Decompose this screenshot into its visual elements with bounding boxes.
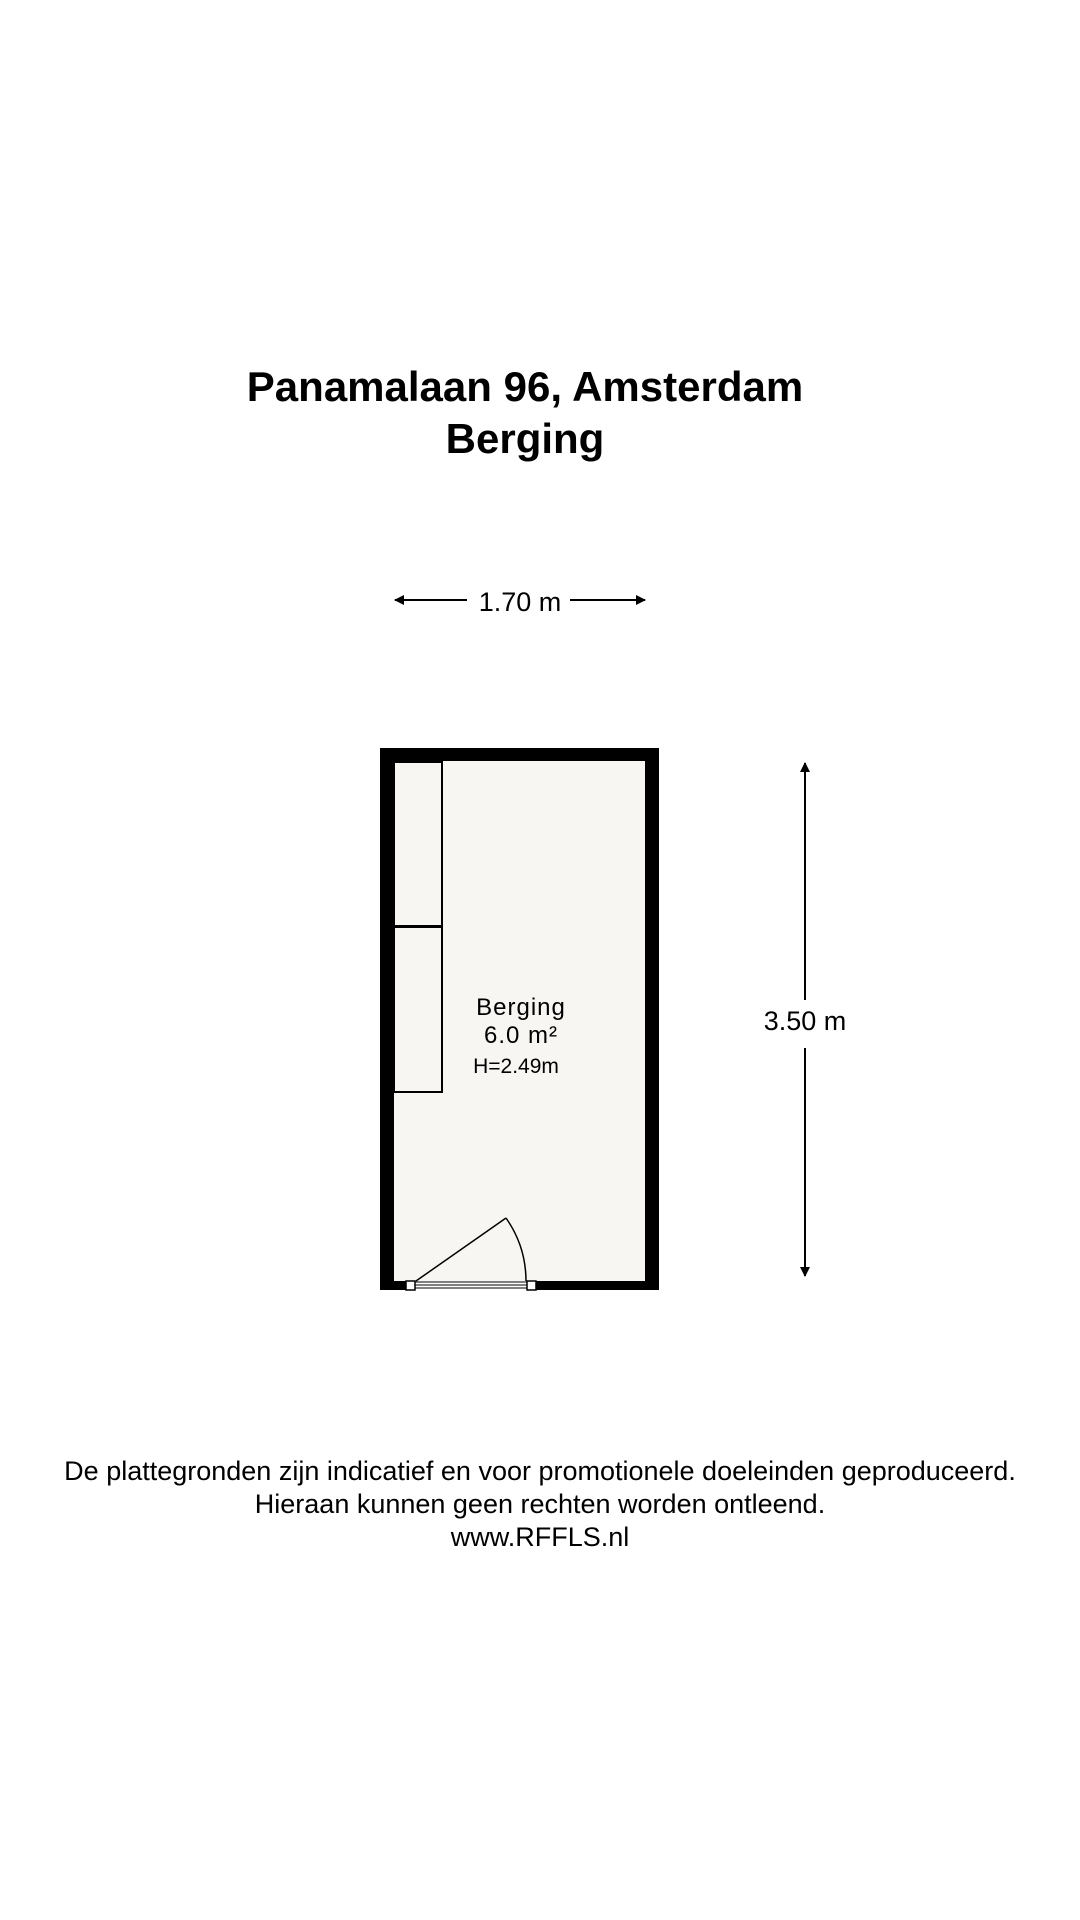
- width-label: 1.70 m: [478, 587, 562, 617]
- width-dimension: [395, 587, 645, 617]
- length-label: 3.50 m: [763, 1006, 847, 1036]
- disclaimer-line-2: Hieraan kunnen geen rechten worden ontleend.: [254, 1489, 826, 1519]
- wall-left: [380, 748, 394, 1290]
- wall-bottom-right: [536, 1281, 659, 1290]
- plan-address-title: Panamalaan 96, Amsterdam: [246, 363, 804, 410]
- room-height: H=2.49m: [473, 1055, 559, 1078]
- room-area: 6.0 m²: [483, 1022, 559, 1049]
- length-dimension: [764, 763, 847, 1276]
- room-label: [473, 994, 566, 1078]
- door-frame-left: [406, 1281, 415, 1290]
- room-name: Berging: [476, 994, 566, 1021]
- wall-top: [380, 748, 659, 761]
- room-floor: [394, 761, 645, 1281]
- wall-bottom-left: [380, 1281, 406, 1290]
- wall-right: [645, 748, 659, 1290]
- plan-floor-title: Berging: [445, 415, 605, 462]
- disclaimer-line-1: De plattegronden zijn indicatief en voor promotionele doeleinden geproduceerd.: [64, 1456, 1016, 1486]
- door-frame-right: [527, 1281, 536, 1290]
- disclaimer-website: www.RFFLS.nl: [450, 1522, 630, 1552]
